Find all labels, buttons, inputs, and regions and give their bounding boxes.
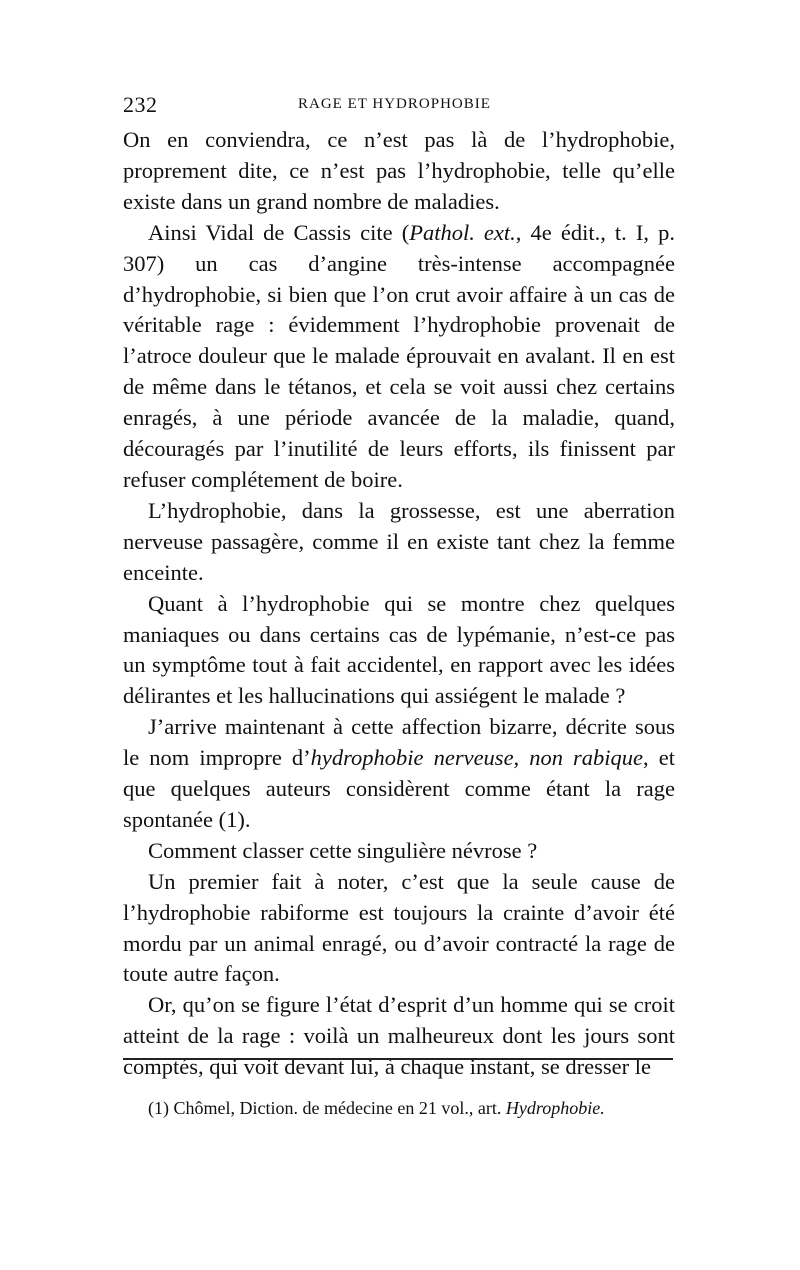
page-header bbox=[123, 92, 675, 118]
paragraph-5-text-continued: , et que quelques auteurs considèrent comme étant la rage spontanée (1). bbox=[123, 745, 675, 832]
paragraph-3: L’hydrophobie, dans la grossesse, est une aberration nerveuse passagère, comme il en existe tant chez la femme enceinte. bbox=[123, 497, 675, 585]
paragraph-4: Quant à l’hydrophobie qui se montre chez quelques maniaques ou dans certains cas de lypémanie, n’est-ce pas un symptôme tout à fait accidentel, en rapport avec les idées délirantes et les hallucinations qui assiégent le malade ? bbox=[123, 590, 675, 709]
footnote bbox=[123, 1098, 675, 1118]
body-text bbox=[123, 125, 675, 1083]
paragraph-2 bbox=[123, 218, 675, 496]
paragraph-1: On en conviendra, ce n’est pas là de l’hydrophobie, proprement dite, ce n’est pas l’hydrophobie, telle qu’elle existe dans un grand nombre de maladies. bbox=[123, 127, 675, 214]
paragraph-2-text-continued: , 4e édit., t. I, p. 307) un cas d’angine très-intense accompagnée d’hydrophobie, si bien que l’on crut avoir affaire à un cas de véritable rage : évidemment l’hydrophobie provenait de l’atroce douleur que le malade éprouvait en avalant. Il en est de même dans le tétanos, et cela se voit aussi chez certains enragés, à une période avancée de la maladie, quand, découragés par l’inutilité de leurs efforts, ils finissent par refuser complétement de boire. bbox=[123, 219, 675, 492]
paragraph-2-citation: Pathol. ext. bbox=[409, 219, 516, 245]
paragraph-8: Or, qu’on se figure l’état d’esprit d’un homme qui se croit atteint de la rage : voilà un malheureux dont les jours sont comptés, qui voit devant lui, à chaque instant, se dresser le bbox=[123, 992, 675, 1080]
paragraph-2-text: Ainsi Vidal de Cassis cite ( bbox=[148, 219, 410, 245]
running-title: RAGE ET HYDROPHOBIE bbox=[298, 96, 491, 112]
footnote-article-title: Hydrophobie. bbox=[505, 1098, 605, 1118]
page-number: 232 bbox=[123, 92, 158, 117]
paragraph-5-text: J’arrive maintenant à cette affection bizarre, décrite sous le nom impropre d’ bbox=[123, 714, 675, 771]
paragraph-5-emphasis: hydrophobie nerveuse, non rabique bbox=[310, 745, 644, 771]
paragraph-6: Comment classer cette singulière névrose ? bbox=[148, 837, 538, 863]
paragraph-7: Un premier fait à noter, c’est que la seule cause de l’hydrophobie rabiforme est toujours la crainte d’avoir été mordu par un animal enragé, ou d’avoir contracté la rage de toute autre façon. bbox=[123, 868, 675, 987]
paragraph-5 bbox=[123, 712, 675, 836]
footnote-divider bbox=[123, 1058, 673, 1060]
footnote-text: (1) Chômel, Diction. de médecine en 21 vol., art. bbox=[148, 1098, 506, 1118]
